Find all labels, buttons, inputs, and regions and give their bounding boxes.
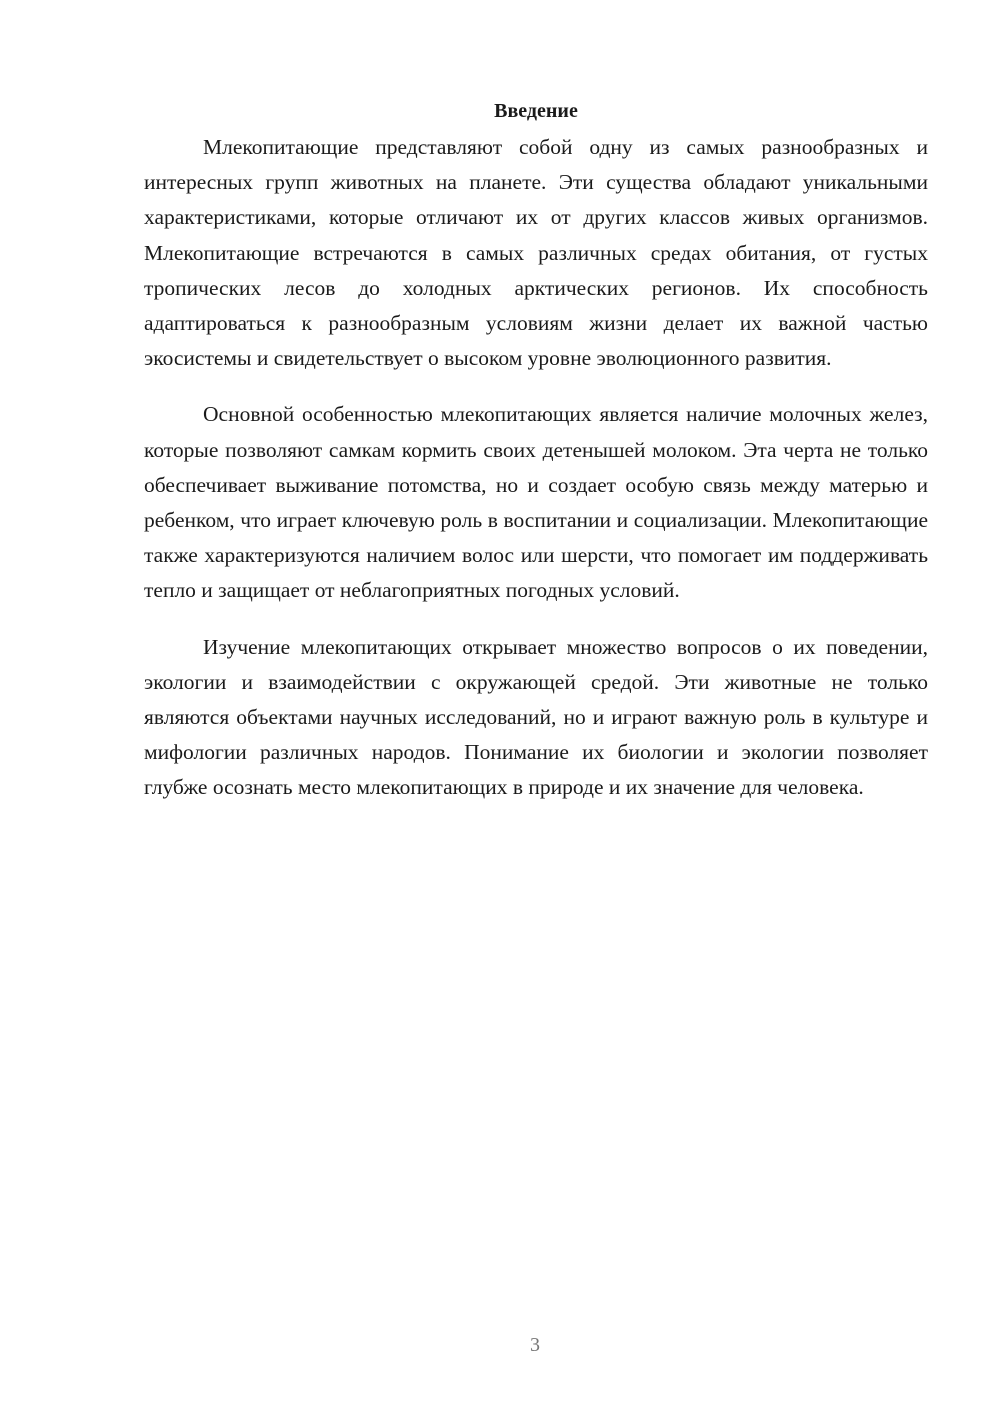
page-content: [144, 96, 928, 827]
section-heading: Введение: [494, 100, 578, 122]
page-number: 3: [530, 1334, 540, 1356]
paragraph-1: Млекопитающие представляют собой одну из самых разнообразных и интересных групп животных на планете. Эти существа обладают уникальными характеристиками, которые отличают их от других классов живых организмов. Млекопитающие встречаются в самых различных средах обитания, от густых тропических лесов до холодных арктических регионов. Их способность адаптироваться к разнообразным условиям жизни делает их важной частью экосистемы и свидетельствует о высоком уровне эволюционного развития.: [144, 135, 928, 371]
paragraph-3: Изучение млекопитающих открывает множество вопросов о их поведении, экологии и взаимодействии с окружающей средой. Эти животные не только являются объектами научных исследований, но и играют важную роль в культуре и мифологии различных народов. Понимание их биологии и экологии позволяет глубже осознать место млекопитающих в природе и их значение для человека.: [144, 634, 928, 800]
paragraph-2: Основной особенностью млекопитающих является наличие молочных желез, которые позволяют самкам кормить своих детенышей молоком. Эта черта не только обеспечивает выживание потомства, но и создает особую связь между матерью и ребенком, что играет ключевую роль в воспитании и социализации. Млекопитающие также характеризуются наличием волос или шерсти, что помогает им поддерживать тепло и защищает от неблагоприятных погодных условий.: [144, 402, 928, 603]
